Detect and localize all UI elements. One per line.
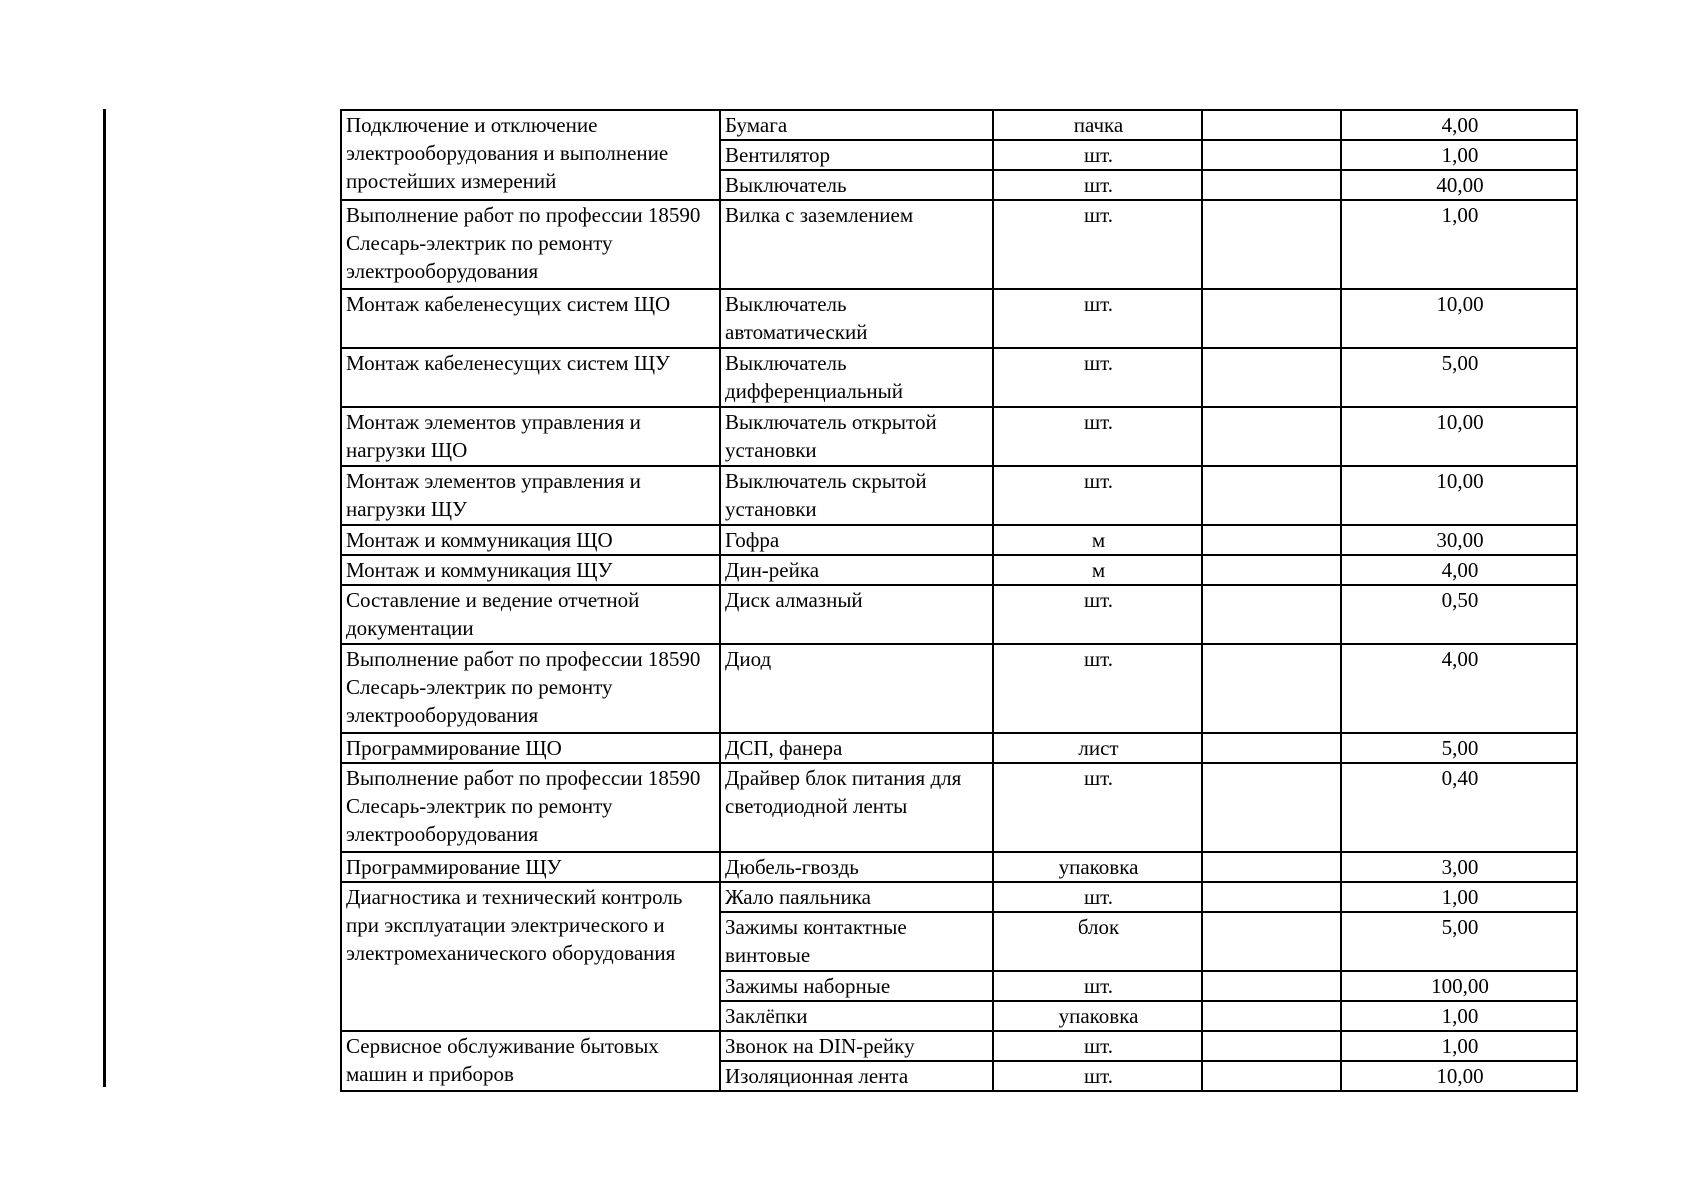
- item-cell: Бумага: [720, 110, 993, 140]
- unit-cell: лист: [993, 733, 1202, 763]
- table-row: [341, 348, 1577, 407]
- extra-cell: [1202, 170, 1341, 200]
- qty-cell: 1,00: [1341, 140, 1577, 170]
- qty-cell: 10,00: [1341, 1061, 1577, 1091]
- table-row: [341, 110, 1577, 140]
- unit-cell: блок: [993, 912, 1202, 971]
- work-cell: Монтаж и коммуникация ЩО: [341, 525, 720, 555]
- work-cell: Монтаж элементов управления и нагрузки ЩО: [341, 407, 720, 466]
- unit-cell: шт.: [993, 466, 1202, 525]
- qty-cell: 5,00: [1341, 733, 1577, 763]
- item-cell: Гофра: [720, 525, 993, 555]
- item-cell: Жало паяльника: [720, 882, 993, 912]
- unit-cell: шт.: [993, 1031, 1202, 1061]
- item-cell: Дин-рейка: [720, 555, 993, 585]
- extra-cell: [1202, 1061, 1341, 1091]
- item-cell: Зажимы контактные винтовые: [720, 912, 993, 971]
- table-row: [341, 852, 1577, 882]
- extra-cell: [1202, 555, 1341, 585]
- item-cell: Дюбель-гвоздь: [720, 852, 993, 882]
- item-cell: Зажимы наборные: [720, 971, 993, 1001]
- table-row: [341, 585, 1577, 644]
- unit-cell: м: [993, 555, 1202, 585]
- extra-cell: [1202, 882, 1341, 912]
- work-cell: Монтаж элементов управления и нагрузки ЩУ: [341, 466, 720, 525]
- unit-cell: шт.: [993, 1061, 1202, 1091]
- item-cell: Вентилятор: [720, 140, 993, 170]
- unit-cell: шт.: [993, 882, 1202, 912]
- qty-cell: 1,00: [1341, 882, 1577, 912]
- extra-cell: [1202, 200, 1341, 289]
- work-cell: Выполнение работ по профессии 18590 Слесарь-электрик по ремонту электрооборудования: [341, 763, 720, 852]
- item-cell: Звонок на DIN-рейку: [720, 1031, 993, 1061]
- qty-cell: 5,00: [1341, 912, 1577, 971]
- page-margin-line: [103, 109, 106, 1087]
- work-cell: Составление и ведение отчетной документации: [341, 585, 720, 644]
- extra-cell: [1202, 289, 1341, 348]
- extra-cell: [1202, 1031, 1341, 1061]
- unit-cell: шт.: [993, 407, 1202, 466]
- work-cell: Программирование ЩУ: [341, 852, 720, 882]
- item-cell: Выключатель автоматический: [720, 289, 993, 348]
- qty-cell: 3,00: [1341, 852, 1577, 882]
- extra-cell: [1202, 525, 1341, 555]
- unit-cell: шт.: [993, 644, 1202, 733]
- item-cell: Выключатель открытой установки: [720, 407, 993, 466]
- unit-cell: упаковка: [993, 1001, 1202, 1031]
- table-row: [341, 763, 1577, 852]
- table-row: [341, 882, 1577, 912]
- qty-cell: 1,00: [1341, 1001, 1577, 1031]
- extra-cell: [1202, 1001, 1341, 1031]
- work-cell: Монтаж и коммуникация ЩУ: [341, 555, 720, 585]
- unit-cell: шт.: [993, 289, 1202, 348]
- qty-cell: 0,50: [1341, 585, 1577, 644]
- work-cell: Монтаж кабеленесущих систем ЩО: [341, 289, 720, 348]
- qty-cell: 0,40: [1341, 763, 1577, 852]
- table-row: [341, 525, 1577, 555]
- extra-cell: [1202, 733, 1341, 763]
- item-cell: Заклёпки: [720, 1001, 993, 1031]
- item-cell: ДСП, фанера: [720, 733, 993, 763]
- unit-cell: шт.: [993, 200, 1202, 289]
- item-cell: Выключатель скрытой установки: [720, 466, 993, 525]
- item-cell: Вилка с заземлением: [720, 200, 993, 289]
- work-cell: Выполнение работ по профессии 18590 Слесарь-электрик по ремонту электрооборудования: [341, 200, 720, 289]
- qty-cell: 30,00: [1341, 525, 1577, 555]
- item-cell: Диод: [720, 644, 993, 733]
- unit-cell: пачка: [993, 110, 1202, 140]
- unit-cell: шт.: [993, 971, 1202, 1001]
- table-row: [341, 466, 1577, 525]
- extra-cell: [1202, 763, 1341, 852]
- unit-cell: шт.: [993, 170, 1202, 200]
- work-cell: Программирование ЩО: [341, 733, 720, 763]
- qty-cell: 1,00: [1341, 1031, 1577, 1061]
- work-cell: Сервисное обслуживание бытовых машин и приборов: [341, 1031, 720, 1091]
- table-row: [341, 407, 1577, 466]
- qty-cell: 4,00: [1341, 555, 1577, 585]
- unit-cell: м: [993, 525, 1202, 555]
- extra-cell: [1202, 110, 1341, 140]
- unit-cell: шт.: [993, 585, 1202, 644]
- materials-table: [340, 109, 1578, 1092]
- table-row: [341, 733, 1577, 763]
- extra-cell: [1202, 407, 1341, 466]
- qty-cell: 10,00: [1341, 289, 1577, 348]
- table-row: [341, 555, 1577, 585]
- item-cell: Выключатель дифференциальный: [720, 348, 993, 407]
- work-cell: Диагностика и технический контроль при эксплуатации электрического и электромеханического оборудования: [341, 882, 720, 1031]
- unit-cell: шт.: [993, 763, 1202, 852]
- qty-cell: 100,00: [1341, 971, 1577, 1001]
- extra-cell: [1202, 852, 1341, 882]
- qty-cell: 4,00: [1341, 110, 1577, 140]
- extra-cell: [1202, 140, 1341, 170]
- extra-cell: [1202, 585, 1341, 644]
- qty-cell: 1,00: [1341, 200, 1577, 289]
- qty-cell: 10,00: [1341, 466, 1577, 525]
- table-row: [341, 289, 1577, 348]
- extra-cell: [1202, 466, 1341, 525]
- extra-cell: [1202, 912, 1341, 971]
- table-row: [341, 1031, 1577, 1061]
- unit-cell: шт.: [993, 140, 1202, 170]
- item-cell: Изоляционная лента: [720, 1061, 993, 1091]
- qty-cell: 5,00: [1341, 348, 1577, 407]
- item-cell: Драйвер блок питания для светодиодной ленты: [720, 763, 993, 852]
- extra-cell: [1202, 348, 1341, 407]
- item-cell: Выключатель: [720, 170, 993, 200]
- qty-cell: 10,00: [1341, 407, 1577, 466]
- unit-cell: упаковка: [993, 852, 1202, 882]
- extra-cell: [1202, 644, 1341, 733]
- unit-cell: шт.: [993, 348, 1202, 407]
- work-cell: Выполнение работ по профессии 18590 Слесарь-электрик по ремонту электрооборудования: [341, 644, 720, 733]
- table-row: [341, 200, 1577, 289]
- qty-cell: 40,00: [1341, 170, 1577, 200]
- work-cell: Монтаж кабеленесущих систем ЩУ: [341, 348, 720, 407]
- extra-cell: [1202, 971, 1341, 1001]
- qty-cell: 4,00: [1341, 644, 1577, 733]
- table-row: [341, 644, 1577, 733]
- item-cell: Диск алмазный: [720, 585, 993, 644]
- work-cell: Подключение и отключение электрооборудования и выполнение простейших измерений: [341, 110, 720, 200]
